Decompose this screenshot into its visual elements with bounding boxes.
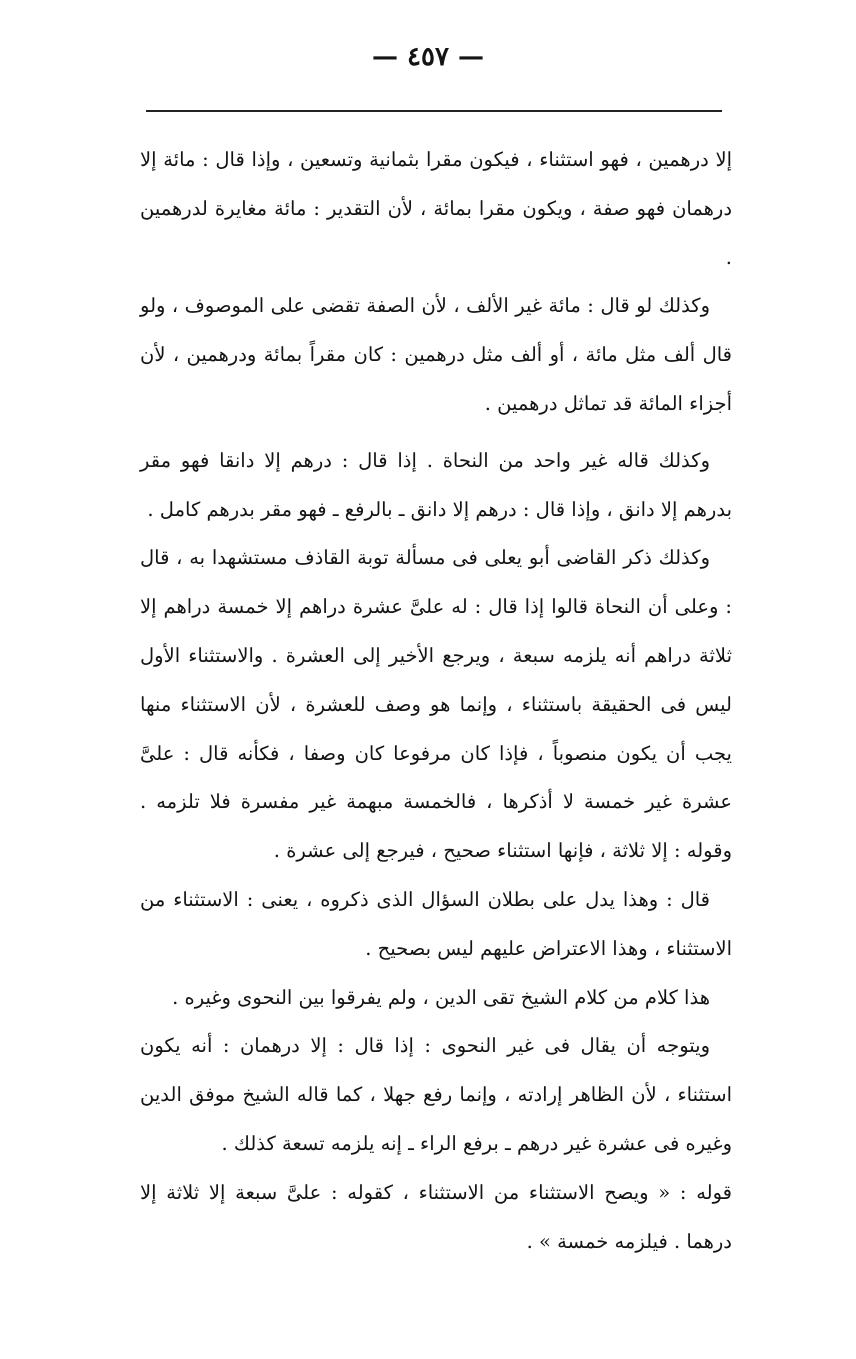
paragraph-6: هذا كلام من كلام الشيخ تقى الدين ، ولم يفرقوا بين النحوى وغيره . xyxy=(172,985,710,1009)
body-text xyxy=(140,136,732,1266)
paragraph-8: قوله : « ويصح الاستثناء من الاستثناء ، كقوله : علىَّ سبعة إلا ثلاثة إلا درهما . فيلزمه خمسة » . xyxy=(140,1180,732,1253)
paragraph-2: وكذلك لو قال : مائة غير الألف ، لأن الصفة تقضى على الموصوف ، ولو قال ألف مثل مائة ، أو ألف مثل درهمين : كان مقراً بمائة ودرهمين ، لأن أجزاء المائة قد تماثل درهمين . xyxy=(140,294,732,415)
paragraph-3: وكذلك قاله غير واحد من النحاة . إذا قال : درهم إلا دانقا فهو مقر بدرهم إلا دانق ، وإذا قال : درهم إلا دانق ـ بالرفع ـ فهو مقر بدرهم كامل . xyxy=(140,448,732,521)
paragraph-7: ويتوجه أن يقال فى غير النحوى : إذا قال : إلا درهمان : أنه يكون استثناء ، لأن الظاهر إرادته ، وإنما رفع جهلا ، كما قاله الشيخ موفق الدين وغيره فى عشرة غير درهم ـ برفع الراء ـ إنه يلزمه تسعة كذلك . xyxy=(140,1034,732,1155)
page-number: — ٤٥٧ — xyxy=(371,42,485,72)
paragraph-1: إلا درهمين ، فهو استثناء ، فيكون مقرا بثمانية وتسعين ، وإذا قال : مائة إلا درهمان فهو صفة ، ويكون مقرا بمائة ، لأن التقدير : مائة مغايرة لدرهمين . xyxy=(140,148,732,269)
header-rule xyxy=(146,110,722,112)
paragraph-5: قال : وهذا يدل على بطلان السؤال الذى ذكروه ، يعنى : الاستثناء من الاستثناء ، وهذا الاعتراض عليهم ليس بصحيح . xyxy=(140,887,732,960)
paragraph-4: وكذلك ذكر القاضى أبو يعلى فى مسألة توبة القاذف مستشهدا به ، قال : وعلى أن النحاة قالوا إذا قال : له علىَّ عشرة دراهم إلا خمسة دراهم إلا ثلاثة دراهم أنه يلزمه سبعة ، ويرجع الأخير إلى العشرة . والاستثناء الأول ليس فى الحقيقة باستثناء ، وإنما هو وصف للعشرة ، لأن الاستثناء منها يجب أن يكون منصوباً ، فإذا كان مرفوعا كان وصفا ، فكأنه قال : علىَّ عشرة غير خمسة لا أذكرها ، فالخمسة مبهمة غير مفسرة فلا تلزمه . وقوله : إلا ثلاثة ، فإنها استثناء صحيح ، فيرجع إلى عشرة . xyxy=(140,546,732,863)
